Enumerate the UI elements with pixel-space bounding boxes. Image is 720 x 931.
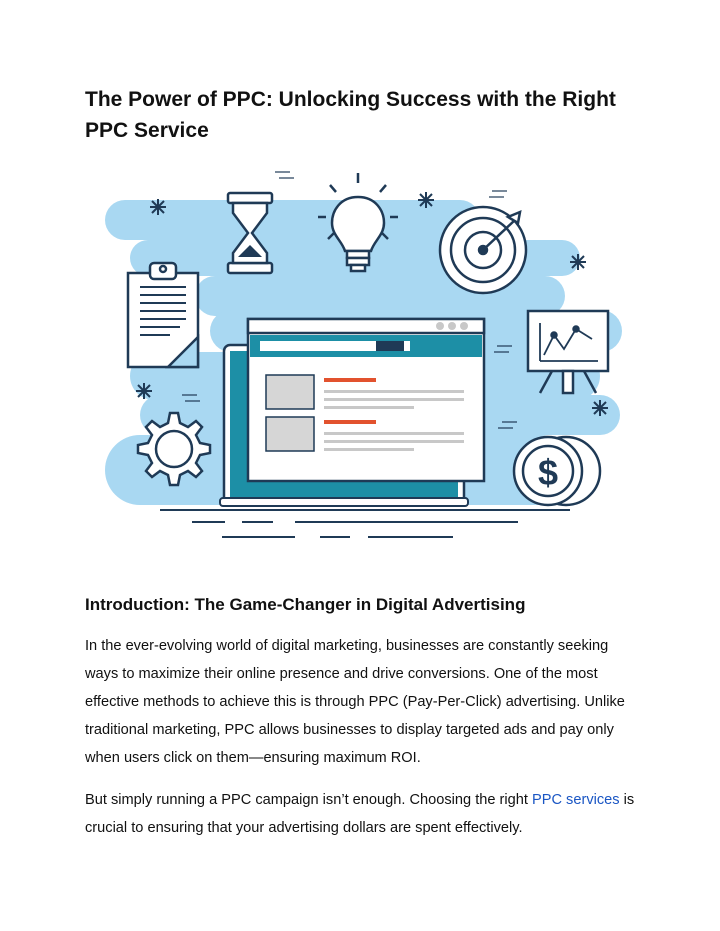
paragraph-text-before: But simply running a PPC campaign isn’t enough. Choosing the right xyxy=(85,792,532,808)
svg-text:$: $ xyxy=(537,452,559,493)
target-icon xyxy=(440,207,526,293)
gear-icon xyxy=(138,413,210,485)
browser-window-icon xyxy=(220,319,484,506)
ppc-services-link[interactable]: PPC services xyxy=(531,792,620,808)
ground-lines xyxy=(160,510,570,537)
intro-paragraph: In the ever-evolving world of digital marketing, businesses are constantly seeking ways to maximize their online presence and drive conversions. One of the most effective methods to achieve this is through PPC (Pay-Per-Click) advertising. Unlike traditional marketing, PPC allows businesses to display targeted ads and pay only when users click on them—ensuring maximum ROI. xyxy=(85,638,625,766)
section-heading: Introduction: The Game-Changer in Digital Advertising xyxy=(85,595,526,614)
clipboard-icon xyxy=(128,263,198,367)
dollar-coin-icon xyxy=(514,437,600,505)
paragraph-text-after: is crucial to ensuring that your advertising dollars are spent effectively. xyxy=(85,792,635,836)
ppc-illustration xyxy=(100,165,630,550)
ppc-services-paragraph xyxy=(85,786,645,842)
page-title: The Power of PPC: Unlocking Success with the Right PPC Service xyxy=(85,88,616,142)
